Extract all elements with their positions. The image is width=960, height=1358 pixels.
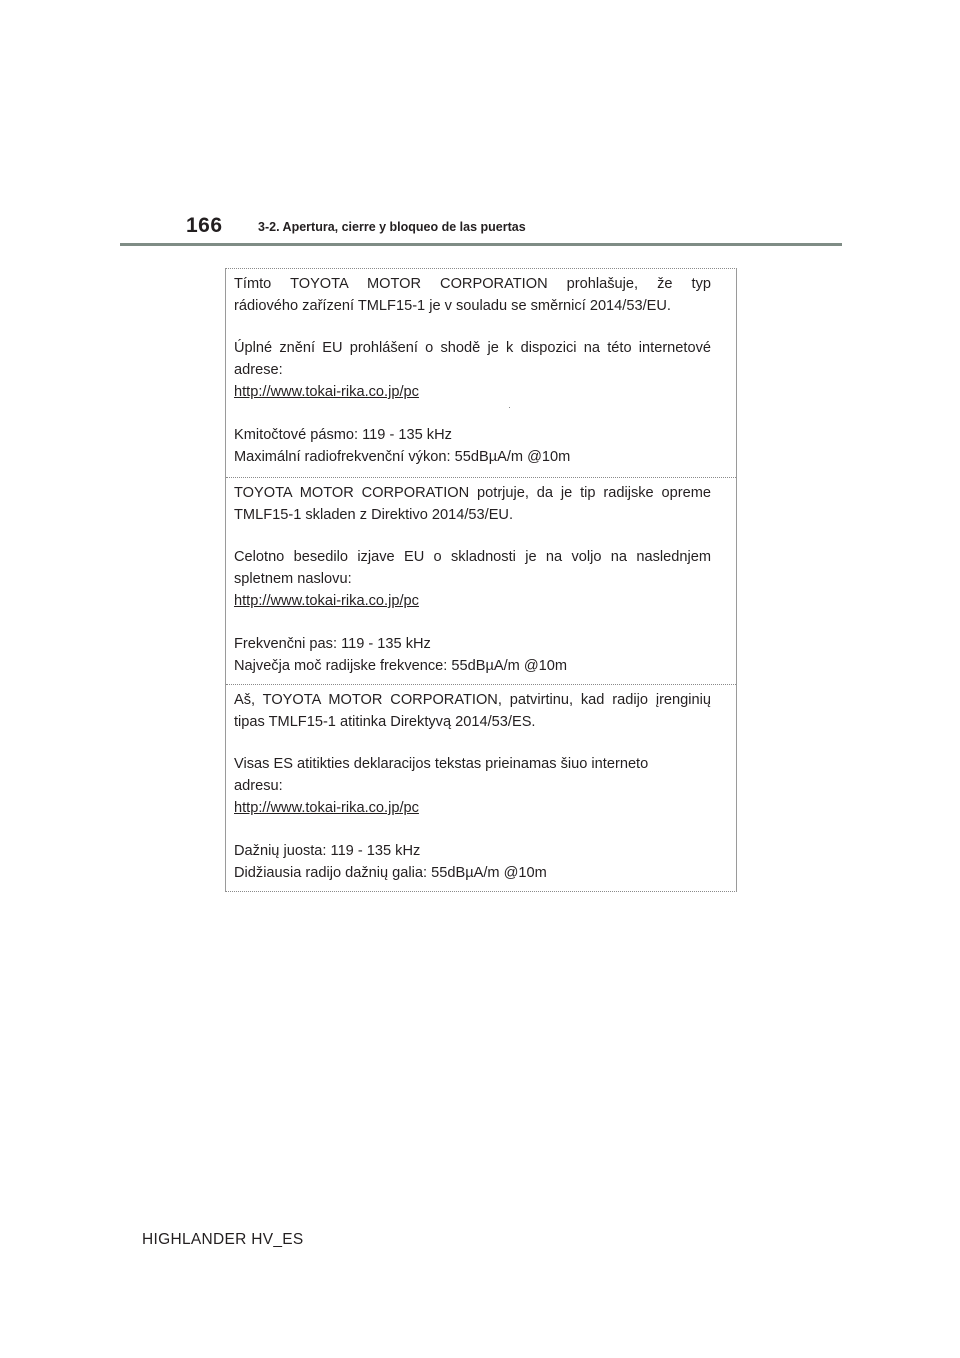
declaration-line: Úplné znění EU prohlášení o shodě je k dispozici na této internetové [234, 340, 711, 356]
declaration-line: tipas TMLF15-1 atitinka Direktyvą 2014/53/ES. [234, 714, 536, 730]
page-number: 166 [186, 214, 223, 237]
section-title: 3-2. Apertura, cierre y bloqueo de las puertas [258, 220, 526, 234]
frequency-band: Frekvenčni pas: 119 - 135 kHz [234, 636, 431, 652]
frequency-band: Dažnių juosta: 119 - 135 kHz [234, 843, 421, 859]
declaration-line: Visas ES atitikties deklaracijos tekstas prieinamas šiuo interneto [234, 756, 649, 772]
max-power: Največja moč radijske frekvence: 55dBµA/m @10m [234, 658, 568, 674]
declaration-url-link[interactable]: http://www.tokai-rika.co.jp/pc [234, 593, 419, 609]
declaration-line: Celotno besedilo izjave EU o skladnosti je na voljo na naslednjem [234, 549, 711, 565]
declaration-line: adrese: [234, 362, 283, 378]
declaration-slovenian [226, 478, 736, 685]
declaration-line: spletnem naslovu: [234, 571, 352, 587]
frequency-band: Kmitočtové pásmo: 119 - 135 kHz [234, 427, 452, 443]
declaration-lithuanian [226, 685, 736, 891]
declaration-table [225, 268, 737, 892]
stray-dot [509, 407, 510, 408]
declaration-line: Tímto TOYOTA MOTOR CORPORATION prohlašuje, že typ [234, 276, 711, 292]
max-power: Didžiausia radijo dažnių galia: 55dBµA/m @10m [234, 865, 547, 881]
header-rule [120, 243, 842, 246]
max-power: Maximální radiofrekvenční výkon: 55dBµA/m @10m [234, 449, 571, 465]
declaration-url-link[interactable]: http://www.tokai-rika.co.jp/pc [234, 384, 419, 400]
footer-model: HIGHLANDER HV_ES [142, 1231, 304, 1248]
declaration-url-link[interactable]: http://www.tokai-rika.co.jp/pc [234, 800, 419, 816]
declaration-line: rádiového zařízení TMLF15-1 je v souladu se směrnicí 2014/53/EU. [234, 298, 671, 314]
declaration-line: TOYOTA MOTOR CORPORATION potrjuje, da je tip radijske opreme [234, 485, 711, 501]
declaration-line: Aš, TOYOTA MOTOR CORPORATION, patvirtinu, kad radijo įrenginių [234, 692, 711, 708]
declaration-czech [226, 269, 736, 478]
declaration-line: adresu: [234, 778, 283, 794]
declaration-line: TMLF15-1 skladen z Direktivo 2014/53/EU. [234, 507, 514, 523]
